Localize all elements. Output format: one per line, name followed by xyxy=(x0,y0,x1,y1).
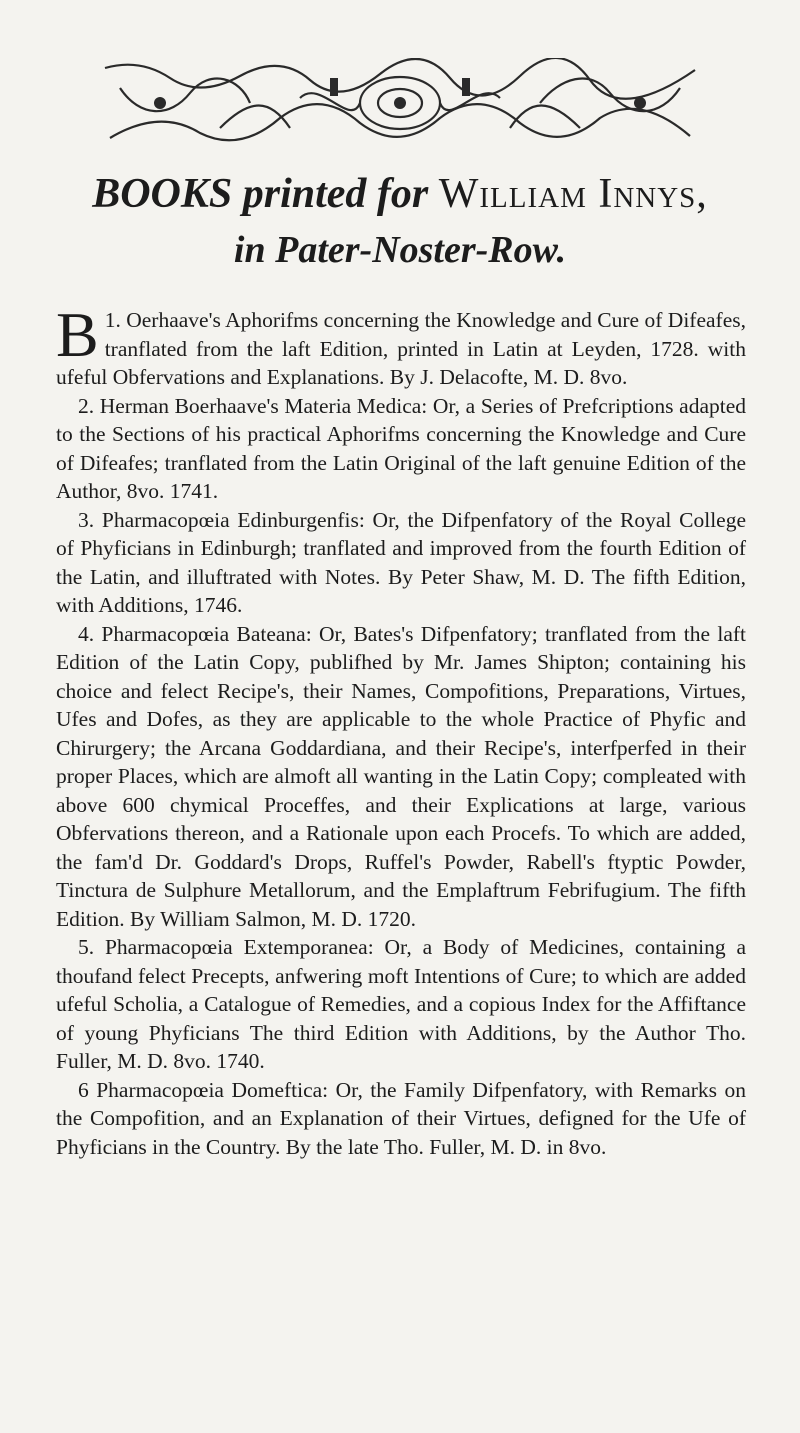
entry-text: Pharmacopœia Extemporanea: Or, a Body of Medicines, containing a thoufand felect Precepts, anfwering moft Intentions of Cure; to which are added ufeful Scholia, a Catalogue of Remedies, and a copious Index for the Affiftance of young Phyficians The third Edition with Additions, by the Author Tho. Fuller, M. D. 8vo. 1740. xyxy=(56,935,747,1073)
entry-number: 5. xyxy=(78,935,95,959)
heading-italic: BOOKS printed for xyxy=(92,171,429,217)
book-entry-1 xyxy=(56,299,746,392)
entry-text: Herman Boerhaave's Materia Medica: Or, a Series of Prefcriptions adapted to the Sections of his practical Aphorifms concerning the Knowledge and Cure of Difeafes; tranflated from the Latin Original of the laft genuine Edition of the Author, 8vo. 1741. xyxy=(56,393,746,503)
drop-cap: B xyxy=(56,299,99,370)
book-entry-4 xyxy=(56,620,746,934)
book-entry-2 xyxy=(56,392,746,506)
book-entry-3 xyxy=(56,506,746,620)
entry-number: 2. xyxy=(78,393,95,418)
entry-text: Pharmacopœia Edinburgenfis: Or, the Difpenfatory of the Royal College of Phyficians in Edinburgh; tranflated and improved from the fourth Edition of the Latin, and illuftrated with Notes. By Peter Shaw, M. D. The fifth Edition, with Additions, 1746. xyxy=(56,507,746,617)
heading-publisher: William Innys, xyxy=(438,171,708,217)
book-entry-5 xyxy=(56,933,746,1076)
headpiece-ornament xyxy=(100,58,700,148)
entry-number: 4. xyxy=(78,621,95,646)
entry-number: 1. xyxy=(104,308,121,332)
heading xyxy=(0,168,800,220)
entry-number: 3. xyxy=(78,507,95,532)
heading-location: in Pater-Noster-Row. xyxy=(233,229,567,271)
entry-text: Oerhaave's Aphorifms concerning the Knowledge and Cure of Difeafes, tranflated from the laft Edition, printed in Latin at Leyden, 1728. with ufeful Obfervations and Explanations. By J. Delacofte, M. D. 8vo. xyxy=(56,308,746,389)
entry-text: Pharmacopœia Domeftica: Or, the Family Difpenfatory, with Remarks on the Compofition, and an Explanation of their Virtues, defigned for the Ufe of Phyficians in the Country. By the late Tho. Fuller, M. D. in 8vo. xyxy=(56,1077,746,1159)
entry-number: 6 xyxy=(78,1077,89,1102)
book-list xyxy=(56,299,747,1161)
entry-text: Pharmacopœia Bateana: Or, Bates's Difpenfatory; tranflated from the laft Edition of the Latin Copy, publifhed by Mr. James Shipton; containing his choice and felect Recipe's, their Names, Compofitions, Preparations, Virtues, Ufes and Dofes, as they are applicable to the whole Practice of Phyfic and Chirurgery; the Arcana Goddardiana, and their Recipe's, interfperfed in their proper Places, which are almoft all wanting in the Latin Copy; compleated with above 600 chymical Proceffes, and their Explications at large, various Obfervations thereon, and a Rationale upon each Procefs. To which are added, the fam'd Dr. Goddard's Drops, Ruffel's Powder, Rabell's ftyptic Powder, Tinctura de Sulphure Metallorum, and the Emplaftrum Febrifugium. The fifth Edition. By William Salmon, M. D. 1720. xyxy=(56,621,747,931)
book-entry-6 xyxy=(56,1076,746,1162)
